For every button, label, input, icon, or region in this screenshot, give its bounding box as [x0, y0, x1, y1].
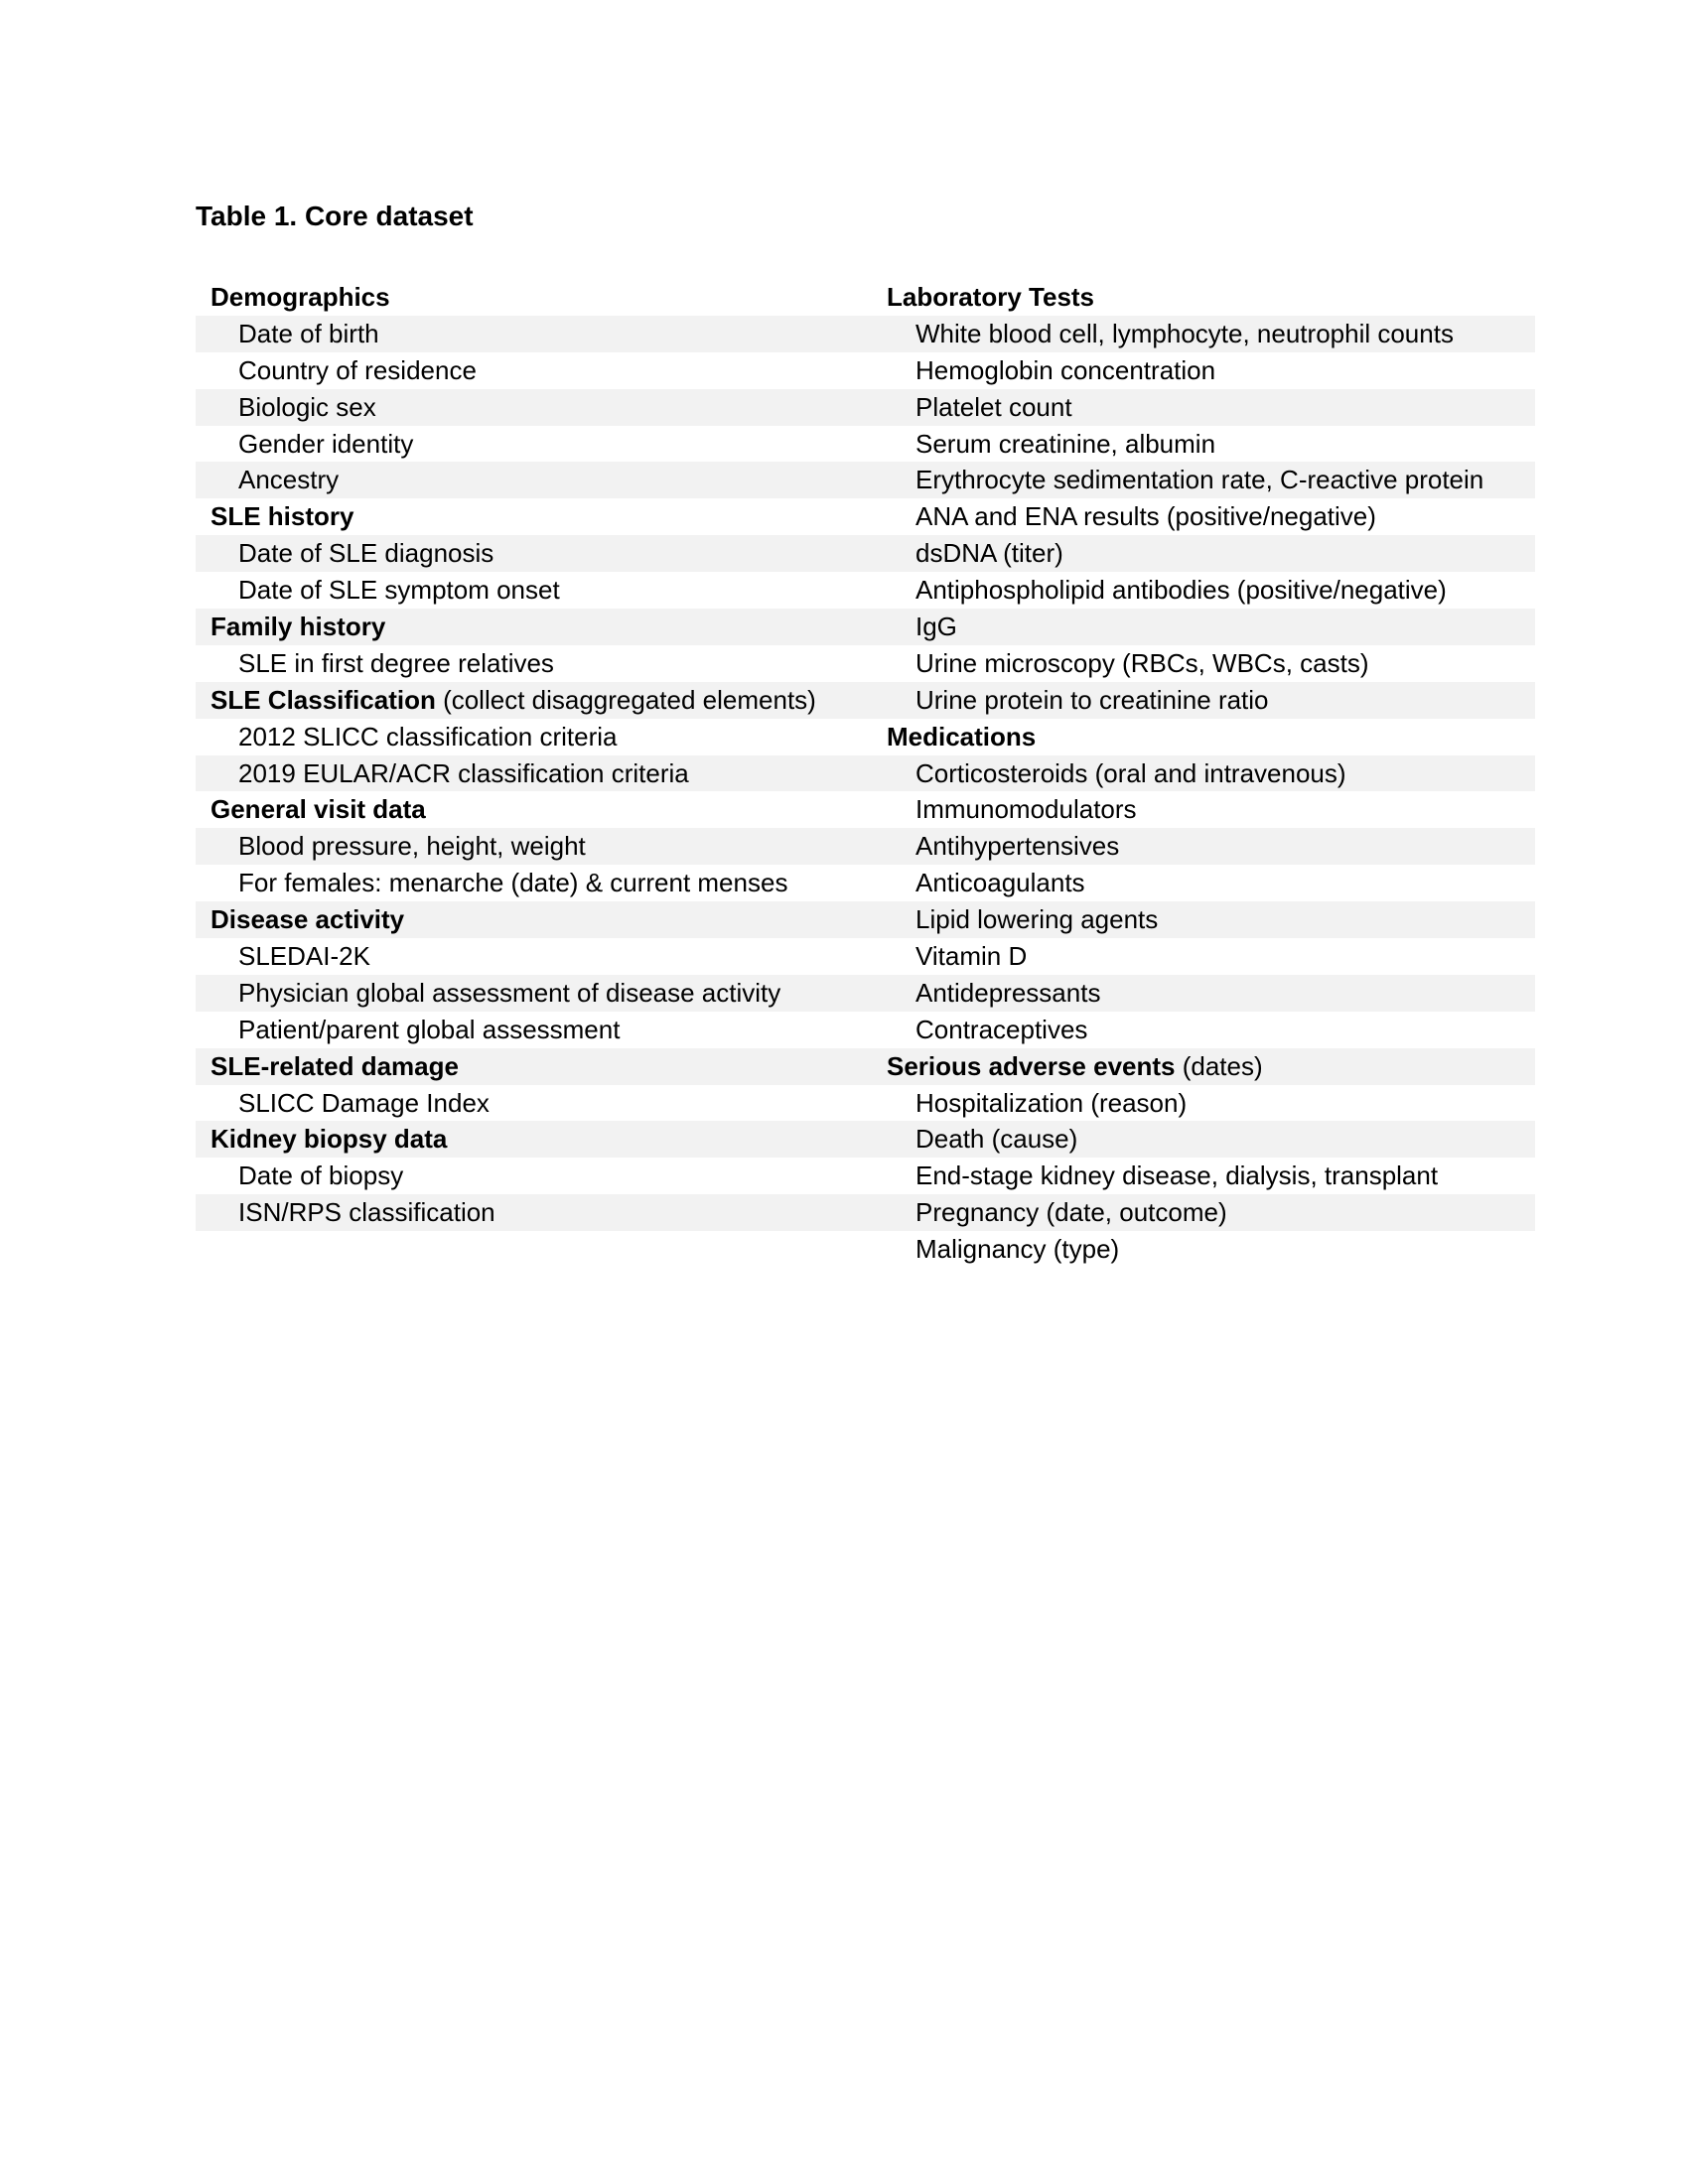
- section-header-row: [196, 1048, 864, 1085]
- item-label: End-stage kidney disease, dialysis, transplant: [915, 1160, 1439, 1191]
- item-label: Antidepressants: [915, 977, 1101, 1008]
- table-row: [864, 975, 1535, 1012]
- table-row: [196, 389, 864, 426]
- item-label: Gender identity: [238, 428, 414, 459]
- section-label: Laboratory Tests: [887, 282, 1095, 312]
- table-row: [864, 609, 1535, 645]
- item-label: 2012 SLICC classification criteria: [238, 721, 618, 751]
- section-header-row: [196, 498, 864, 535]
- table-row: [864, 572, 1535, 609]
- item-label: Date of SLE symptom onset: [238, 575, 560, 606]
- table-row: [864, 901, 1535, 938]
- table-row: [864, 1158, 1535, 1194]
- right-column: [864, 279, 1535, 1268]
- table-row: [864, 828, 1535, 865]
- item-label: Ancestry: [238, 465, 340, 495]
- table-row: [196, 316, 864, 352]
- section-label: Demographics: [211, 282, 390, 312]
- item-label: Contraceptives: [915, 1014, 1088, 1044]
- table-row: [864, 1085, 1535, 1122]
- item-label: Blood pressure, height, weight: [238, 831, 586, 862]
- table-row: [864, 462, 1535, 498]
- table-row: [864, 791, 1535, 828]
- section-header-row: [196, 791, 864, 828]
- table-row: [864, 755, 1535, 792]
- item-label: Erythrocyte sedimentation rate, C-reactive protein: [915, 465, 1484, 495]
- item-label: For females: menarche (date) & current menses: [238, 868, 788, 898]
- item-label: ISN/RPS classification: [238, 1197, 495, 1228]
- table-row: [196, 755, 864, 792]
- item-label: Corticosteroids (oral and intravenous): [915, 757, 1346, 788]
- left-column: [196, 279, 864, 1231]
- item-label: Date of SLE diagnosis: [238, 538, 494, 569]
- section-note: (dates): [1175, 1050, 1263, 1081]
- item-label: Biologic sex: [238, 391, 376, 422]
- table-row: [196, 462, 864, 498]
- section-header-row: [196, 279, 864, 316]
- table-row: [196, 535, 864, 572]
- item-label: 2019 EULAR/ACR classification criteria: [238, 757, 689, 788]
- item-label: Date of biopsy: [238, 1160, 404, 1191]
- table-row: [196, 426, 864, 463]
- item-label: Antihypertensives: [915, 831, 1120, 862]
- item-label: Date of birth: [238, 318, 379, 348]
- item-label: Physician global assessment of disease activity: [238, 977, 781, 1008]
- table-row: [196, 352, 864, 389]
- table-row: [864, 682, 1535, 719]
- item-label: dsDNA (titer): [915, 538, 1063, 569]
- table-row: [196, 1012, 864, 1048]
- item-label: IgG: [915, 612, 957, 642]
- item-label: Antiphospholipid antibodies (positive/negative): [915, 575, 1447, 606]
- section-label: Kidney biopsy data: [211, 1124, 448, 1155]
- section-header-row: [196, 901, 864, 938]
- table-row: [196, 572, 864, 609]
- table-title: Table 1. Core dataset: [196, 201, 474, 231]
- table-row: [864, 1231, 1535, 1268]
- section-header-row: [864, 279, 1535, 316]
- item-label: Pregnancy (date, outcome): [915, 1197, 1227, 1228]
- section-label: General visit data: [211, 794, 426, 825]
- item-label: Urine microscopy (RBCs, WBCs, casts): [915, 647, 1369, 678]
- table-row: [196, 828, 864, 865]
- item-label: Country of residence: [238, 354, 477, 385]
- table-row: [196, 865, 864, 901]
- section-note: (collect disaggregated elements): [435, 684, 816, 715]
- table-row: [864, 316, 1535, 352]
- section-label: Disease activity: [211, 904, 405, 935]
- table-row: [196, 975, 864, 1012]
- table-row: [864, 352, 1535, 389]
- item-label: Death (cause): [915, 1124, 1078, 1155]
- section-label: Serious adverse events: [887, 1050, 1176, 1081]
- section-header-row: [196, 682, 864, 719]
- table-row: [864, 426, 1535, 463]
- item-label: Anticoagulants: [915, 868, 1085, 898]
- table-row: [864, 938, 1535, 975]
- item-label: SLEDAI-2K: [238, 941, 370, 972]
- table-row: [864, 645, 1535, 682]
- item-label: Lipid lowering agents: [915, 904, 1159, 935]
- item-label: Serum creatinine, albumin: [915, 428, 1216, 459]
- item-label: White blood cell, lymphocyte, neutrophil counts: [915, 318, 1454, 348]
- section-label: Family history: [211, 612, 386, 642]
- table-row: [864, 1012, 1535, 1048]
- item-label: Platelet count: [915, 391, 1072, 422]
- item-label: SLICC Damage Index: [238, 1087, 490, 1118]
- item-label: Hemoglobin concentration: [915, 354, 1216, 385]
- table-row: [864, 1121, 1535, 1158]
- section-header-row: [864, 719, 1535, 755]
- item-label: Malignancy (type): [915, 1234, 1120, 1265]
- item-label: Immunomodulators: [915, 794, 1137, 825]
- table-row: [196, 645, 864, 682]
- table-row: [864, 865, 1535, 901]
- section-label: Medications: [887, 721, 1037, 751]
- item-label: Hospitalization (reason): [915, 1087, 1188, 1118]
- item-label: ANA and ENA results (positive/negative): [915, 501, 1376, 532]
- table-row: [864, 535, 1535, 572]
- item-label: Urine protein to creatinine ratio: [915, 684, 1269, 715]
- item-label: Patient/parent global assessment: [238, 1014, 621, 1044]
- table-row: [864, 389, 1535, 426]
- section-header-row: [864, 1048, 1535, 1085]
- item-label: SLE in first degree relatives: [238, 647, 554, 678]
- table-row: [196, 1194, 864, 1231]
- section-label: SLE Classification: [211, 684, 436, 715]
- section-header-row: [196, 609, 864, 645]
- table-row: [196, 1085, 864, 1122]
- section-label: SLE-related damage: [211, 1050, 459, 1081]
- table-row: [864, 1194, 1535, 1231]
- section-header-row: [196, 1121, 864, 1158]
- section-label: SLE history: [211, 501, 354, 532]
- table-row: [196, 938, 864, 975]
- item-label: Vitamin D: [915, 941, 1028, 972]
- table-row: [864, 498, 1535, 535]
- table-row: [196, 719, 864, 755]
- table-row: [196, 1158, 864, 1194]
